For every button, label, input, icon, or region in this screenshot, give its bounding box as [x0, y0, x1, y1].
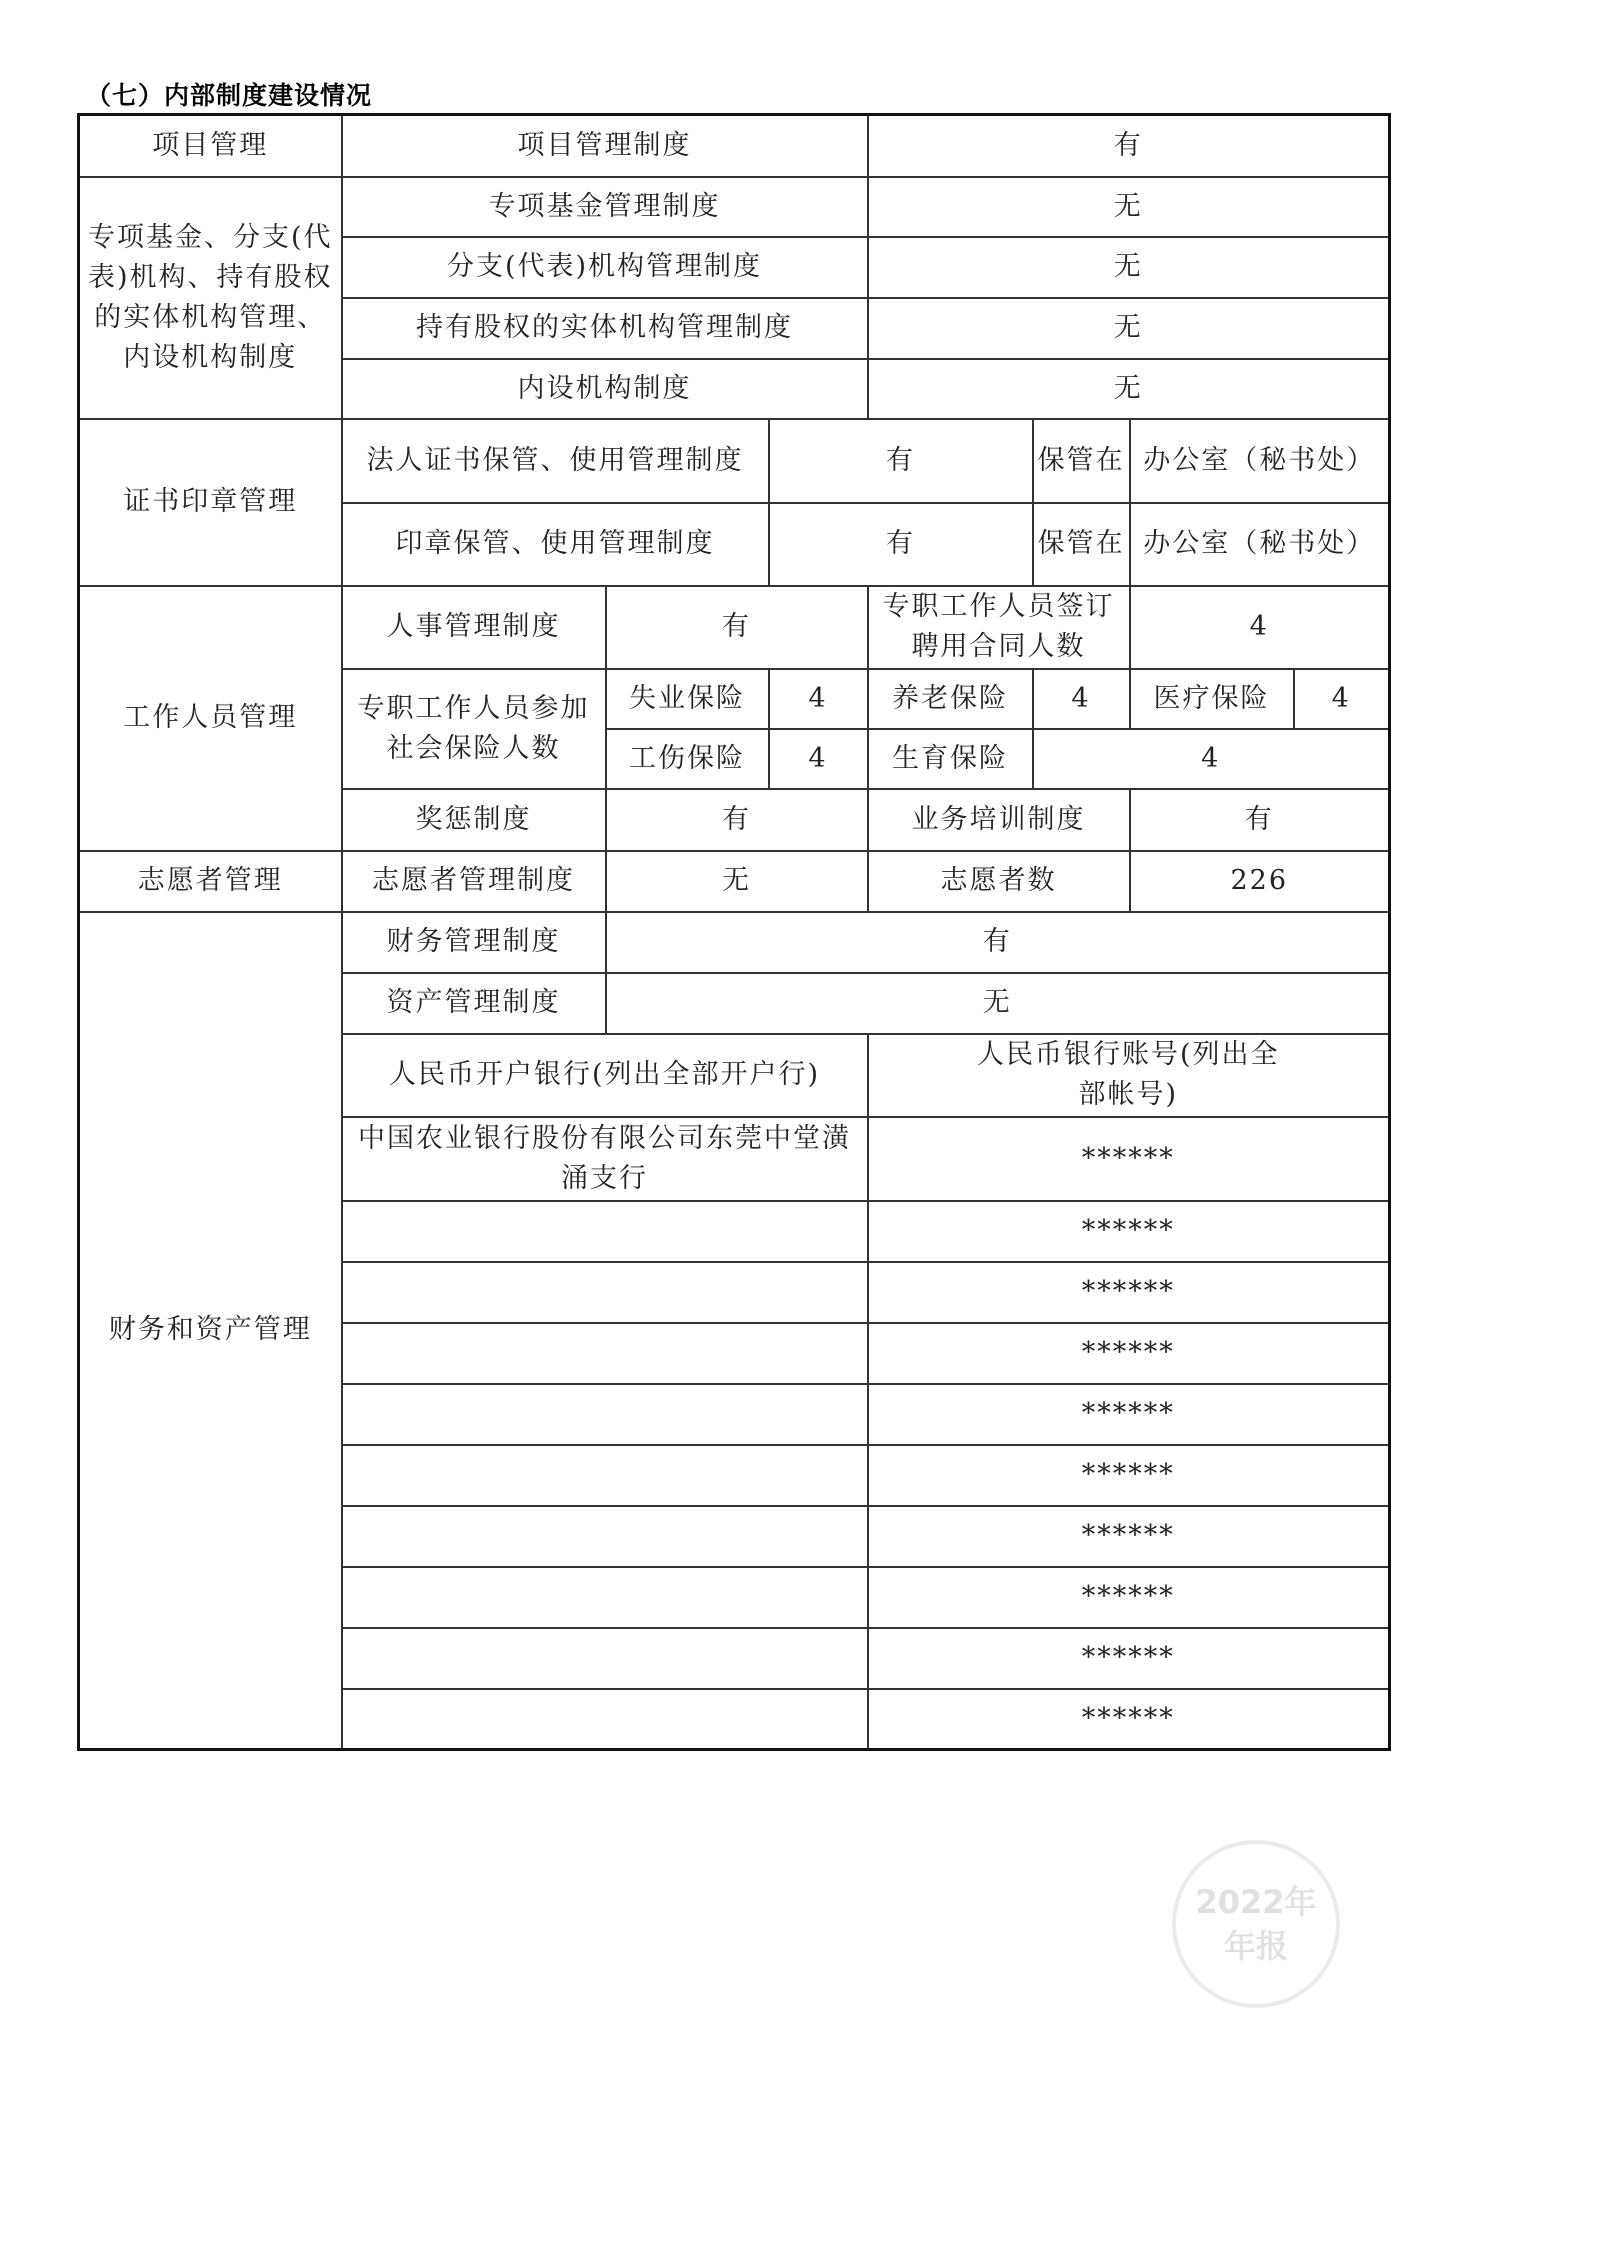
- table-row: [79, 851, 1390, 912]
- item-value: 无: [868, 237, 1390, 298]
- kept-label: 保管在: [1033, 419, 1130, 503]
- kept-at: 办公室（秘书处）: [1130, 503, 1390, 586]
- insurance-label: 专职工作人员参加社会保险人数: [342, 669, 606, 789]
- table-row: [79, 912, 1390, 973]
- unemployment-value: 4: [769, 669, 868, 729]
- bank-name: [342, 1567, 868, 1628]
- table-row: [79, 419, 1390, 503]
- item-label: 持有股权的实体机构管理制度: [342, 298, 868, 359]
- account-number: ******: [868, 1567, 1390, 1628]
- table-row: [79, 115, 1390, 177]
- table-row: [79, 177, 1390, 237]
- category-volunteer: 志愿者管理: [79, 851, 342, 912]
- account-number: ******: [868, 1506, 1390, 1567]
- bank-name: [342, 1506, 868, 1567]
- training-value: 有: [1130, 789, 1390, 851]
- category-institutions: 专项基金、分支(代表)机构、持有股权的实体机构管理、内设机构制度: [79, 177, 342, 419]
- item-label: 专项基金管理制度: [342, 177, 868, 237]
- category-finance: 财务和资产管理: [79, 912, 342, 1750]
- internal-system-table: [77, 113, 1391, 1751]
- item-value: 有: [769, 419, 1033, 503]
- account-number: ******: [868, 1384, 1390, 1445]
- item-label: 法人证书保管、使用管理制度: [342, 419, 769, 503]
- account-number: ******: [868, 1628, 1390, 1689]
- bank-name: [342, 1445, 868, 1506]
- training-label: 业务培训制度: [868, 789, 1130, 851]
- account-number: ******: [868, 1117, 1390, 1201]
- unemployment-label: 失业保险: [606, 669, 769, 729]
- category-seal: 证书印章管理: [79, 419, 342, 586]
- item-label: 分支(代表)机构管理制度: [342, 237, 868, 298]
- account-number: ******: [868, 1262, 1390, 1323]
- bank-name: [342, 1117, 868, 1201]
- item-label: 内设机构制度: [342, 359, 868, 419]
- bank-name-text: 中国农业银行股份有限公司东莞中堂潢涌支行: [358, 1122, 851, 1194]
- bank-name: [342, 1689, 868, 1750]
- pension-label: 养老保险: [868, 669, 1033, 729]
- item-value: 无: [868, 177, 1390, 237]
- account-header: [868, 1034, 1390, 1117]
- reward-value: 有: [606, 789, 868, 851]
- bank-header: 人民币开户银行(列出全部开户行): [342, 1034, 868, 1117]
- volunteer-system-label: 志愿者管理制度: [342, 851, 606, 912]
- item-value: 无: [868, 298, 1390, 359]
- medical-value: 4: [1294, 669, 1390, 729]
- account-number: ******: [868, 1689, 1390, 1750]
- bank-name: [342, 1201, 868, 1262]
- bank-name: [342, 1628, 868, 1689]
- item-value: 无: [868, 359, 1390, 419]
- finance-label: 财务管理制度: [342, 912, 606, 973]
- contract-label: 专职工作人员签订聘用合同人数: [868, 586, 1130, 669]
- bank-name: [342, 1262, 868, 1323]
- asset-label: 资产管理制度: [342, 973, 606, 1034]
- bank-name: [342, 1323, 868, 1384]
- account-header-text: 人民币银行账号(列出全部帐号): [976, 1039, 1280, 1110]
- volunteer-system-value: 无: [606, 851, 868, 912]
- injury-value: 4: [769, 729, 868, 789]
- account-number: ******: [868, 1201, 1390, 1262]
- item-value: 有: [769, 503, 1033, 586]
- table-row: [79, 586, 1390, 669]
- item-label: 项目管理制度: [342, 115, 868, 177]
- category-staff: 工作人员管理: [79, 586, 342, 851]
- bank-name: [342, 1384, 868, 1445]
- volunteer-count-label: 志愿者数: [868, 851, 1130, 912]
- seal-line-2: 年报: [1223, 1927, 1288, 1965]
- maternity-value: 4: [1033, 729, 1390, 789]
- hr-label: 人事管理制度: [342, 586, 606, 669]
- reward-label: 奖惩制度: [342, 789, 606, 851]
- hr-value: 有: [606, 586, 868, 669]
- contract-value: 4: [1130, 586, 1390, 669]
- annual-report-watermark-seal: [1172, 1840, 1340, 2008]
- asset-value: 无: [606, 973, 1390, 1034]
- item-value: 有: [868, 115, 1390, 177]
- item-label: 印章保管、使用管理制度: [342, 503, 769, 586]
- category-project: 项目管理: [79, 115, 342, 177]
- medical-label: 医疗保险: [1130, 669, 1294, 729]
- finance-value: 有: [606, 912, 1390, 973]
- pension-value: 4: [1033, 669, 1130, 729]
- volunteer-count-value: 226: [1130, 851, 1390, 912]
- seal-line-1: 2022年: [1195, 1883, 1317, 1921]
- account-number: ******: [868, 1445, 1390, 1506]
- section-title: （七）内部制度建设情况: [86, 81, 373, 110]
- kept-label: 保管在: [1033, 503, 1130, 586]
- injury-label: 工伤保险: [606, 729, 769, 789]
- kept-at: 办公室（秘书处）: [1130, 419, 1390, 503]
- account-number: ******: [868, 1323, 1390, 1384]
- maternity-label: 生育保险: [868, 729, 1033, 789]
